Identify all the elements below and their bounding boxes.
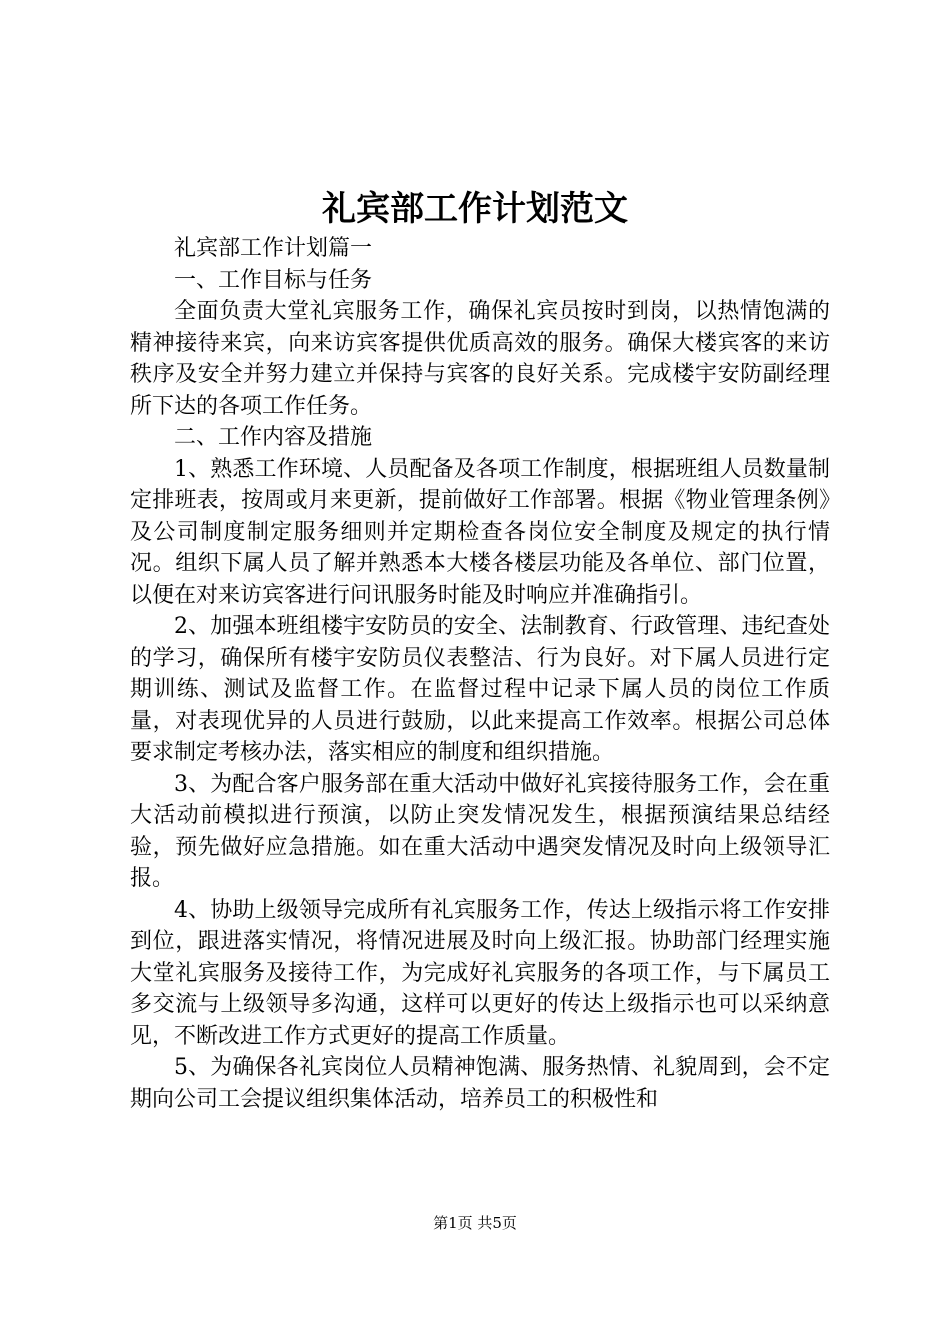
subsection-heading: 一、工作目标与任务 [174, 267, 373, 293]
body-paragraph: 3、为配合客户服务部在重大活动中做好礼宾接待服务工作，会在重大活动前模拟进行预演，以防止突发情况发生，根据预演结果总结经验，预先做好应急措施。如在重大活动中遇突发情况及时向上级领导汇报。 [130, 771, 830, 891]
body-paragraph: 4、协助上级领导完成所有礼宾服务工作，传达上级指示将工作安排到位，跟进落实情况，将情况进展及时向上级汇报。协助部门经理实施大堂礼宾服务及接待工作，为完成好礼宾服务的各项工作，与下属员工多交流与上级领导多沟通，这样可以更好的传达上级指示也可以采纳意见，不断改进工作方式更好的提高工作质量。 [130, 897, 830, 1049]
document-title: 礼宾部工作计划范文 [322, 189, 628, 229]
subsection-heading: 二、工作内容及措施 [174, 425, 373, 450]
body-paragraph: 1、熟悉工作环境、人员配备及各项工作制度，根据班组人员数量制定排班表，按周或月来更新，提前做好工作部署。根据《物业管理条例》及公司制度制定服务细则并定期检查各岗位安全制度及规定的执行情况。组织下属人员了解并熟悉本大楼各楼层功能及各单位、部门位置，以便在对来访宾客进行问讯服务时能及时响应并准确指引。 [130, 456, 830, 608]
document-body [130, 233, 830, 1115]
page-footer: 第1页 共5页 [433, 1214, 517, 1232]
body-paragraph: 全面负责大堂礼宾服务工作，确保礼宾员按时到岗，以热情饱满的精神接待来宾，向来访宾客提供优质高效的服务。确保大楼宾客的来访秩序及安全并努力建立并保持与宾客的良好关系。完成楼宇安防副经理所下达的各项工作任务。 [130, 299, 830, 419]
section-heading: 礼宾部工作计划篇一 [174, 236, 373, 261]
body-paragraph: 5、为确保各礼宾岗位人员精神饱满、服务热情、礼貌周到，会不定期向公司工会提议组织集体活动，培养员工的积极性和 [130, 1055, 830, 1112]
body-paragraph: 2、加强本班组楼宇安防员的安全、法制教育、行政管理、违纪查处的学习，确保所有楼宇安防员仪表整洁、行为良好。对下属人员进行定期训练、测试及监督工作。在监督过程中记录下属人员的岗位工作质量，对表现优异的人员进行鼓励，以此来提高工作效率。根据公司总体要求制定考核办法，落实相应的制度和组织措施。 [130, 614, 830, 765]
